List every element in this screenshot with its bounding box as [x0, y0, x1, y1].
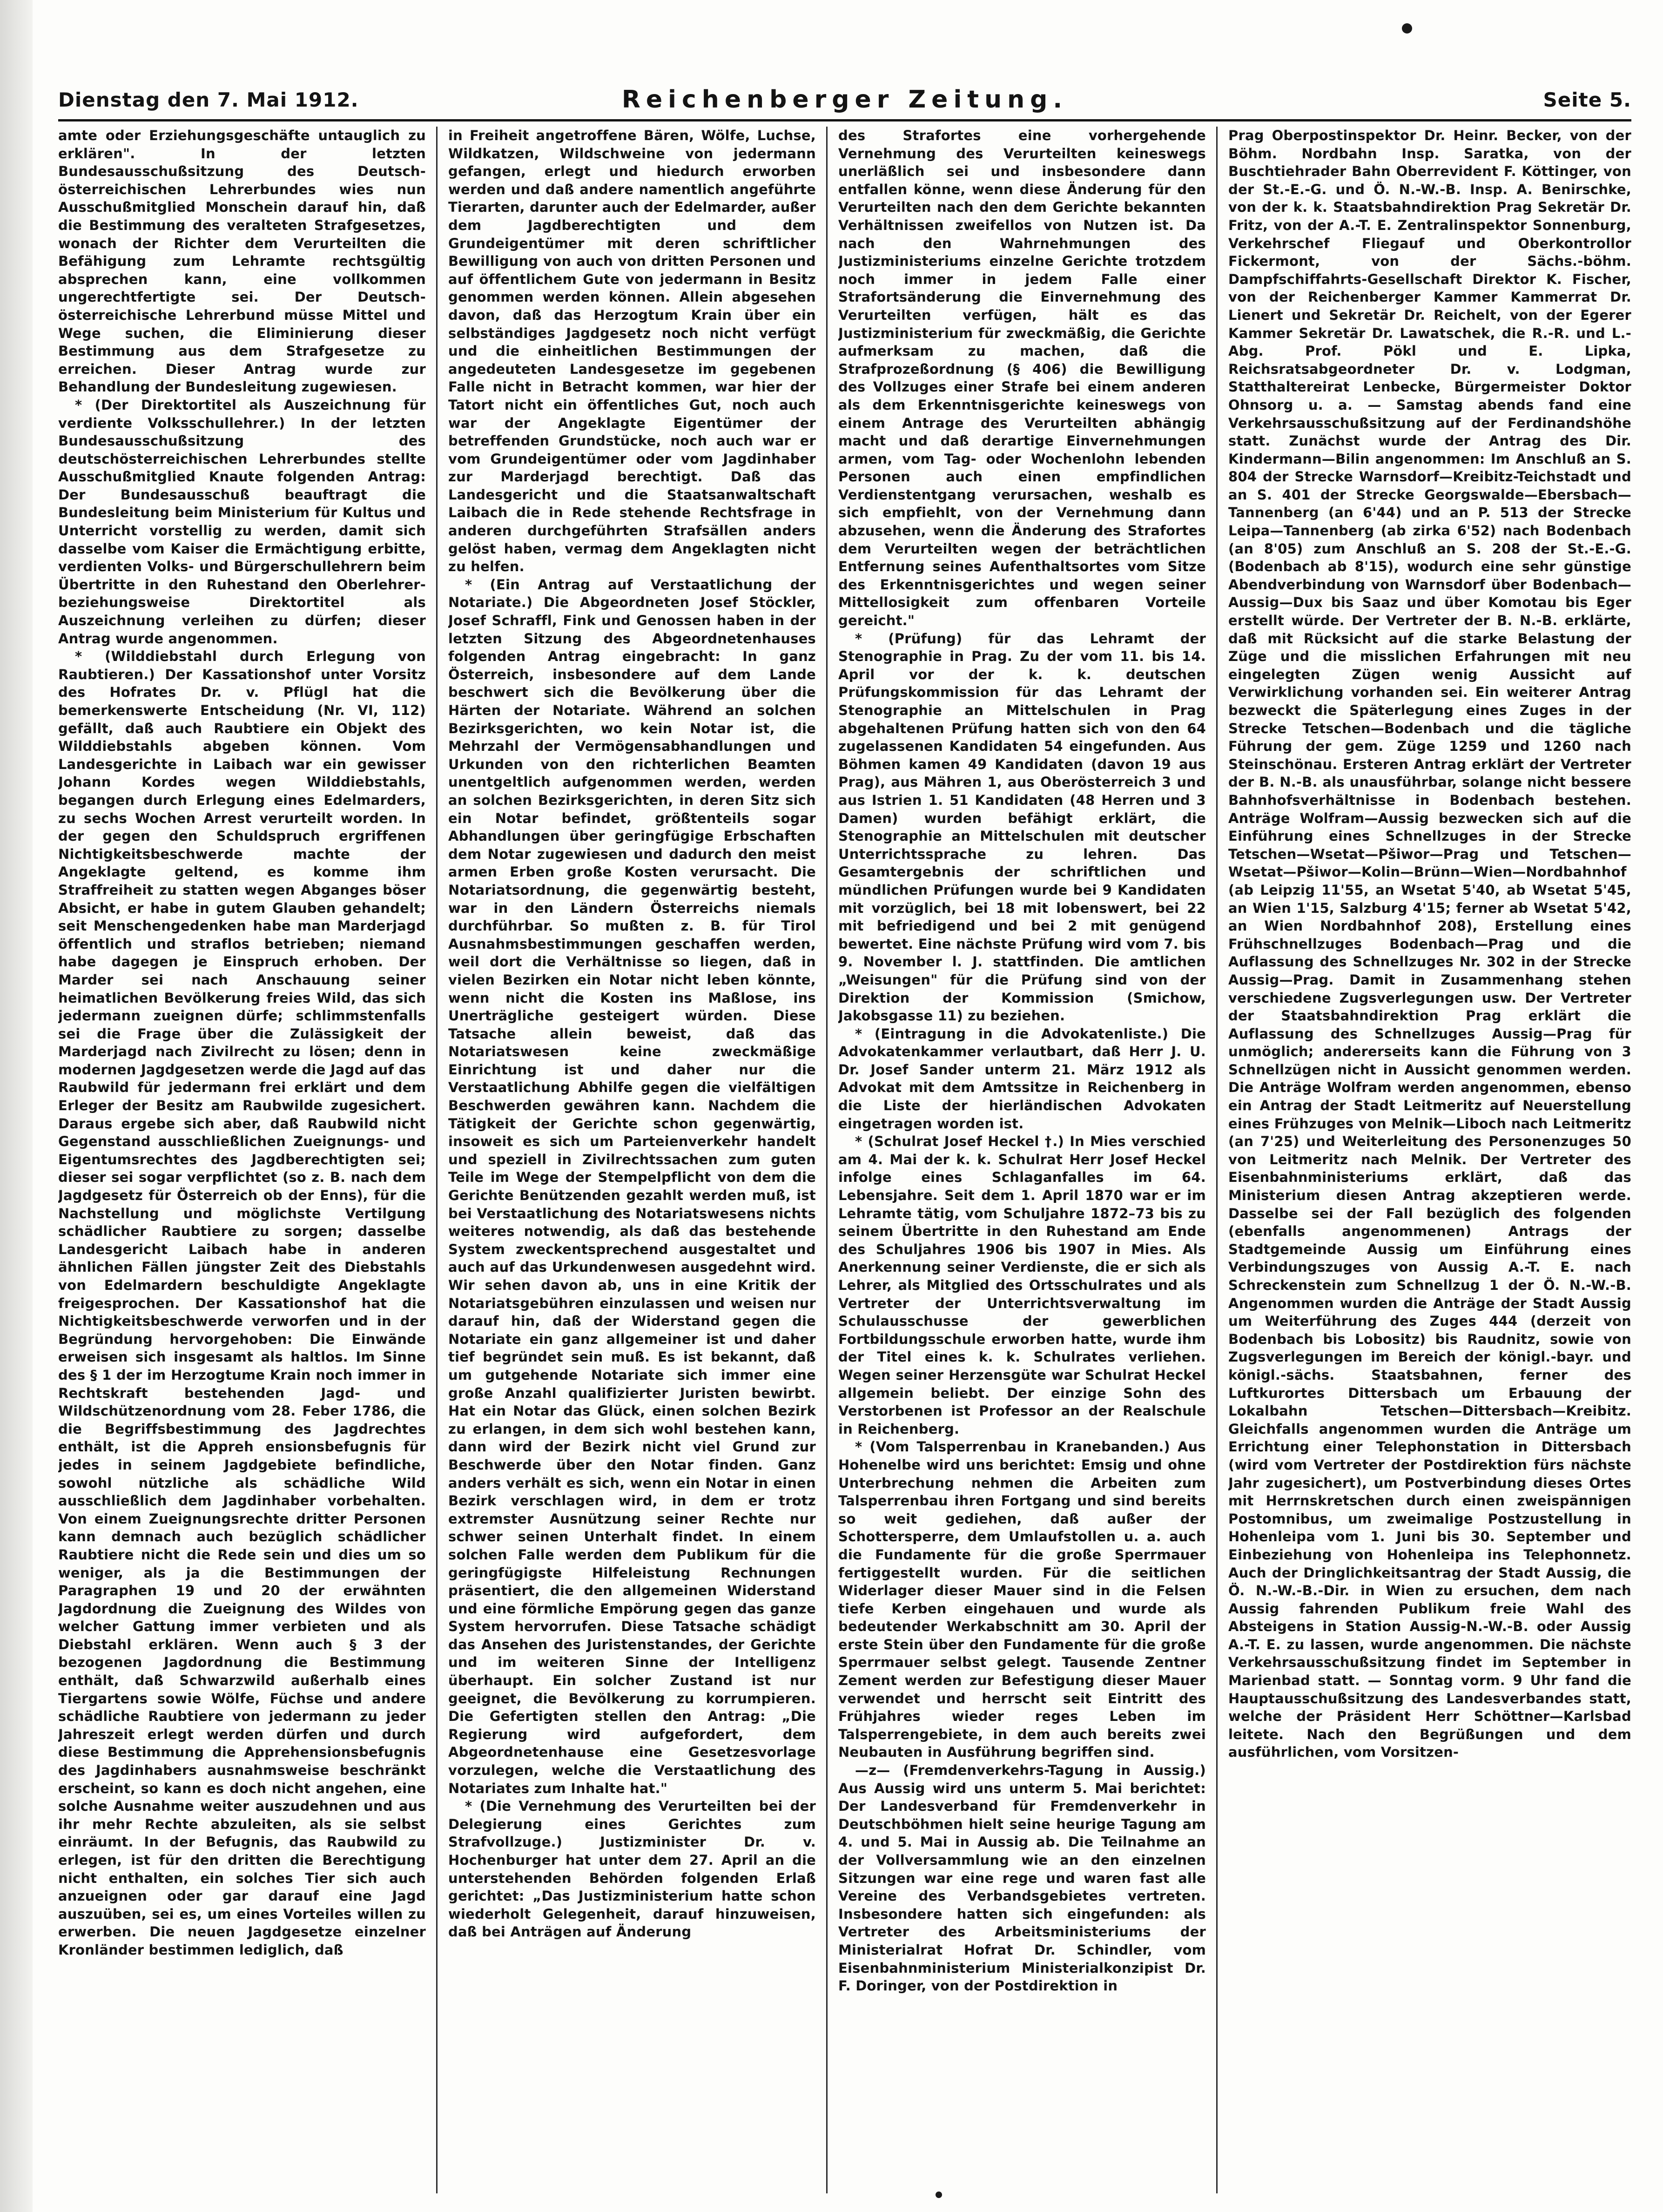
paragraph: * (Wilddiebstahl durch Erlegung von Raubtieren.) Der Kassationshof unter Vorsitz des Hofrates Dr. v. Pflügl hat die bemerkenswerte Entscheidung (Nr. VI, 112) gefällt, daß auch Raubtiere ein Objekt des Wilddiebstahls abgeben können. Vom Landesgerichte in Laibach war ein gewisser Johann Kordes wegen Wilddiebstahls, begangen durch Erlegung eines Edelmarders, zu sechs Wochen Arrest verurteilt worden. In der gegen den Schuldspruch ergriffenen Nichtigkeitsbeschwerde machte der Angeklagte geltend, es komme ihm Straffreiheit zu statten wegen Abganges böser Absicht, er habe in gutem Glauben gehandelt; seit Menschengedenken habe man Marderjagd öffentlich und straflos betrieben; niemand habe dagegen je Einspruch erhoben. Der Marder sei nach Anschauung seiner heimatlichen Bevölkerung freies Wild, das sich jedermann zueignen dürfe; schlimmstenfalls sei die Frage über die Zulässigkeit der Marderjagd nach Zivilrecht zu lösen; denn in modernen Jagdgesetzen werde die Jagd auf das Raubwild für jedermann frei erklärt und dem Erleger der Besitz am Raubwilde zugesichert. Daraus ergebe sich aber, daß Raubwild nicht Gegenstand ausschließlichen Zueignungs- und Eigentumsrechtes des Jagdberechtigten sei; dieser sei sogar verpflichtet (so z. B. nach dem Jagdgesetz für Österreich ob der Enns), für die Nachstellung und möglichste Vertilgung schädlicher Raubtiere zu sorgen; dasselbe Landesgericht Laibach habe in anderen ähnlichen Fällen jüngster Zeit des Diebstahls von Edelmardern beschuldigte Angeklagte freigesprochen. Der Kassationshof hat die Nichtigkeitsbeschwerde verworfen und in der Begründung hervorgehoben: Die Einwände erweisen sich insgesamt als haltlos. Im Sinne des § 1 der im Herzogtume Krain noch immer in Rechtskraft bestehenden Jagd- und Wildschützenordnung vom 28. Feber 1786, die die Begriffsbestimmung des Jagdrechtes enthält, ist die Appreh ensionsbefugnis für jedes in seinem Jagdgebiete befindliche, sowohl nützliche als schädliche Wild ausschließlich dem Jagdinhaber vorbehalten. Von einem Zueignungsrechte dritter Personen kann demnach auch bezüglich schädlicher Raubtiere nicht die Rede sein und dies um so weniger, als ja die Bestimmungen der Paragraphen 19 und 20 der erwähnten Jagdordnung die Zueignung des Wildes von welcher Gattung immer verbieten und als Diebstahl erklären. Wenn auch § 3 der bezogenen Jagdordnung die Bestimmung enthält, daß Schwarzwild außerhalb eines Tiergartens sowie Wölfe, Füchse und andere schädliche Raubtiere von jedermann zu jeder Jahreszeit erlegt werden dürfen und durch diese Bestimmung die Apprehensionsbefugnis des Jagdinhabers ausnahmsweise beschränkt erscheint, so kann es doch nicht angehen, eine solche Ausnahme weiter auszudehnen und aus ihr mehr Rechte abzuleiten, als sie selbst einräumt. In der Befugnis, das Raubwild zu erlegen, ist für den dritten die Berechtigung nicht enthalten, ein solches Tier sich auch anzueignen oder gar darauf eine Jagd auszuüben, sei es, um eines Vorteiles willen zu erwerben. Die neuen Jagdgesetze einzelner Kronländer bestimmen lediglich, daß	[58, 648, 426, 1958]
paragraph: —z— (Fremdenverkehrs-Tagung in Aussig.) Aus Aussig wird uns unterm 5. Mai berichtet: Der Landesverband für Fremdenverkehr in Deutschböhmen hielt seine heurige Tagung am 4. und 5. Mai in Aussig ab. Die Teilnahme an der Vollversammlung wie an den einzelnen Sitzungen war eine rege und waren fast alle Vereine des Verbandsgebietes vertreten. Insbesondere hatten sich eingefunden: als Vertreter des Arbeitsministeriums der Ministerialrat Hofrat Dr. Schindler, vom Eisenbahnministerium Ministerialkonzipist Dr. F. Doringer, von der Postdirektion in	[838, 1762, 1206, 1994]
column-divider	[1216, 127, 1218, 2193]
paragraph: * (Die Vernehmung des Verurteilten bei der Delegierung eines Gerichtes zum Strafvollzuge.) Justizminister Dr. v. Hochenburger hat unter dem 27. April an die unterstehenden Behörden folgenden Erlaß gerichtet: „Das Justizministerium hatte schon wiederholt Gelegenheit, darauf hinzuweisen, daß bei Anträgen auf Änderung	[448, 1798, 816, 1940]
paragraph: in Freiheit angetroffene Bären, Wölfe, Luchse, Wildkatzen, Wildschweine von jedermann gefangen, erlegt und hiedurch erworben werden und daß andere namentlich angeführte Tierarten, darunter auch der Edelmarder, außer dem Jagdberechtigten und dem Grundeigentümer mit deren schriftlicher Bewilligung von auch von dritten Personen und auf öffentlichem Gute von jedermann in Besitz genommen werden können. Allein abgesehen davon, daß das Herzogtum Krain über ein selbständiges Jagdgesetz noch nicht verfügt und die einheitlichen Bestimmungen der angedeuteten Landesgesetze im gegebenen Falle nicht in Betracht kommen, war hier der Tatort nicht ein öffentliches Gut, noch auch war der Angeklagte Eigentümer der betreffenden Grundstücke, noch auch war er vom Grundeigentümer oder vom Jagdinhaber zur Marderjagd berechtigt. Daß das Landesgericht und die Staatsanwaltschaft Laibach die in Rede stehende Rechtsfrage in anderen durchgeführten Strafsällen anders gelöst haben, vermag dem Angeklagten nicht zu helfen.	[448, 128, 816, 575]
page-header	[58, 78, 1631, 120]
column-divider	[826, 127, 828, 2193]
header-title: Reichenberger Zeitung.	[621, 86, 1068, 114]
column-3	[838, 127, 1206, 2193]
column-4	[1228, 127, 1631, 2193]
column-2	[448, 127, 816, 2193]
column-divider	[436, 127, 438, 2193]
print-mark	[1402, 23, 1412, 34]
paragraph: * (Eintragung in die Advokatenliste.) Die Advokatenkammer verlautbart, daß Herr J. U. Dr. Josef Sander unterm 21. März 1912 als Advokat mit dem Amtssitze in Reichenberg in die Liste der hierländischen Advokaten eingetragen worden ist.	[838, 1025, 1206, 1132]
paragraph: Prag Oberpostinspektor Dr. Heinr. Becker, von der Böhm. Nordbahn Insp. Saratka, von der Buschtiehrader Bahn Oberrevident F. Köttinger, von der St.-E.-G. und Ö. N.-W.-B. Insp. A. Benirschke, von der k. k. Staatsbahndirektion Prag Sekretär Dr. Fritz, von der A.-T. E. Zentralinspektor Sonnenburg, Verkehrschef Fliegauf und Oberkontrollor Fickermont, von der Sächs.-böhm. Dampfschiffahrts-Gesellschaft Direktor K. Fischer, von der Reichenberger Kammer Kammerrat Dr. Lienert und Sekretär Dr. Reichelt, von der Egerer Kammer Sekretär Dr. Lawatschek, die R.-R. und L.-Abg. Prof. Pökl und E. Lipka, Reichsratsabgeordneter Dr. v. Lodgman, Statthaltereirat Lenbecke, Bürgermeister Doktor Ohnsorg u. a. — Samstag abends fand eine Verkehrsausschußsitzung auf der Ferdinandshöhe statt. Zunächst wurde der Antrag des Dir. Kindermann—Bilin angenommen: Im Anschluß an S. 804 der Strecke Warnsdorf—Kreibitz-Teichstadt und an S. 401 der Strecke Georgswalde—Ebersbach—Tannenberg (an 6'44) und an P. 513 der Strecke Leipa—Tannenberg (ab zirka 6'52) nach Bodenbach (an 8'05) zum Anschluß an S. 208 der St.-E.-G. (Bodenbach ab 8'15), wodurch eine sehr günstige Abendverbindung von Warnsdorf über Bodenbach—Aussig—Dux bis Saaz und über Komotau bis Eger erstellt würde. Der Vertreter der B. N.-B. erklärte, daß mit Rücksicht auf die starke Belastung der Züge und die misslichen Erfahrungen mit neu eingelegten Zügen wenig Aussicht auf Verwirklichung vorhanden sei. Ein weiterer Antrag bezweckt die Späterlegung eines Zuges in der Strecke Tetschen—Bodenbach und die tägliche Führung der gem. Züge 1259 und 1260 nach Steinschönau. Ersteren Antrag erklärt der Vertreter der B. N.-B. als unausführbar, solange nicht bessere Bahnhofsverhältnisse in Bodenbach bestehen. Anträge Wolfram—Aussig bezwecken sich auf die Einführung eines Schnellzuges in der Strecke Tetschen—Wsetat—Pšiwor—Prag und Tetschen—Wsetat—Pšiwor—Kolin—Brünn—Wien—Nordbahnhof (ab Leipzig 11'55, an Wsetat 5'40, ab Wsetat 5'45, an Wien 1'15, Salzburg 4'15; ferner ab Wsetat 5'42, an Wien Nordbahnhof 208), Erstellung eines Frühschnellzuges Bodenbach—Prag und die Auflassung des Schnellzuges Nr. 302 in der Strecke Aussig—Prag. Damit in Zusammenhang stehen verschiedene Zugsverlegungen usw. Der Vertreter der Staatsbahndirektion Prag erklärt die Auflassung des Schnellzuges Aussig—Prag für unmöglich; andererseits kann die Führung von 3 Schnellzügen nicht in Aussicht genommen werden. Die Anträge Wolfram werden angenommen, ebenso ein Antrag der Stadt Leitmeritz auf Neuerstellung eines Frühzuges von Melnik—Liboch nach Leitmeritz (an 7'25) und Weiterleitung des Personenzuges 50 von Leitmeritz nach Melnik. Der Vertreter des Eisenbahnministeriums erklärt, daß das Ministerium diesen Antrag akzeptieren werde. Dasselbe sei der Fall bezüglich des folgenden (ebenfalls angenommenen) Antrags der Stadtgemeinde Aussig um Einführung eines Verbindungszuges von Aussig A.-T. E. nach Schreckenstein zum Schnellzug 1 der Ö. N.-W.-B. Angenommen wurden die Anträge der Stadt Aussig um Weiterführung des Zuges 444 (derzeit von Bodenbach bis Lobositz) bis Raudnitz, sowie von Zugsverlegungen im Bereich der königl.-bayr. und königl.-sächs. Staatsbahnen, ferner des Luftkurortes Dittersbach um Erbauung der Lokalbahn Tetschen—Dittersbach—Kreibitz. Gleichfalls angenommen wurden die Anträge um Errichtung einer Telephonstation in Dittersbach (wird vom Vertreter der Postdirektion fürs nächste Jahr zugesichert), um Postverbindung dieses Ortes mit Herrnskretschen durch einen zweispännigen Postomnibus, um zweimalige Postzustellung in Hohenleipa vom 1. Juni bis 30. September und Einbeziehung von Hohenleipa ins Telephonnetz. Auch der Dringlichkeitsantrag der Stadt Aussig, die Ö. N.-W.-B.-Dir. in Wien zu ersuchen, dem nach Aussig fahrenden Publikum freie Wahl des Absteigens in Station Aussig-N.-W.-B. oder Aussig A.-T. E. zu lassen, wurde angenommen. Die nächste Verkehrsausschußsitzung findet im September in Marienbad statt. — Sonntag vorm. 9 Uhr fand die Hauptausschußsitzung des Landesverbandes statt, welche der Präsident Herr Schöttner—Karlsbad leitete. Nach den Begrüßungen und dem ausführlichen, vom Vorsitzen-	[1228, 128, 1631, 1760]
header-date: Dienstag den 7. Mai 1912.	[58, 88, 359, 111]
header-rule	[58, 119, 1631, 121]
paragraph: amte oder Erziehungsgeschäfte untauglich zu erklären". In der letzten Bundesausschußsitzung des Deutsch-österreichischen Lehrerbundes wies nun Ausschußmitglied Monschein darauf hin, daß die Bestimmung des veralteten Strafgesetzes, wonach der Richter dem Verurteilten die Befähigung zum Lehramte rechtsgültig absprechen kann, eine vollkommen ungerechtfertigte sei. Der Deutsch-österreichische Lehrerbund müsse Mittel und Wege suchen, die Eliminierung dieser Bestimmung aus dem Strafgesetze zu erreichen. Dieser Antrag wurde zur Behandlung der Bundesleitung zugewiesen.	[58, 128, 426, 395]
header-page-number: Seite 5.	[1543, 88, 1631, 111]
paragraph: * (Vom Talsperrenbau in Kranebanden.) Aus Hohenelbe wird uns berichtet: Emsig und ohne Unterbrechung nehmen die Arbeiten zum Talsperrenbau ihren Fortgang und sind bereits so weit gediehen, daß außer der Schottersperre, dem Umlaufstollen u. a. auch die Fundamente für die große Sperrmauer fertiggestellt wurden. Für die seitlichen Widerlager dieser Mauer sind in die Felsen tiefe Kerben eingehauen und wurde als bedeutender Werkabschnitt am 30. April der erste Stein über den Fundamente für die große Sperrmauer selbst gelegt. Tausende Zentner Zement werden zur Befestigung dieser Mauer verwendet und herrscht seit Eintritt des Frühjahres wieder reges Leben im Talsperrengebiete, in dem auch bereits zwei Neubauten in Ausführung begriffen sind.	[838, 1439, 1206, 1760]
paragraph: * (Ein Antrag auf Verstaatlichung der Notariate.) Die Abgeordneten Josef Stöckler, Josef Schraffl, Fink und Genossen haben in der letzten Sitzung des Abgeordnetenhauses folgenden Antrag eingebracht: In ganz Österreich, insbesondere auf dem Lande beschwert sich die Bevölkerung über die Härten der Notariate. Während an solchen Bezirksgerichten, wo kein Notar ist, die Mehrzahl der Vermögensabhandlungen und Urkunden von den richterlichen Beamten unentgeltlich aufgenommen werden, werden an solchen Bezirksgerichten, in deren Sitz sich ein Notar befindet, größtenteils sogar Abhandlungen über geringfügige Erbschaften dem Notar zugewiesen und dadurch den meist armen Erben große Kosten verursacht. Die Notariatsordnung, die gegenwärtig besteht, war in den Ländern Österreichs niemals durchführbar. So mußten z. B. für Tirol Ausnahmsbestimmungen geschaffen werden, weil dort die Verhältnisse so liegen, daß in vielen Bezirken ein Notar nicht leben könnte, wenn nicht die Kosten ins Maßlose, ins Unerträgliche gesteigert würden. Diese Tatsache allein beweist, daß das Notariatswesen keine zweckmäßige Einrichtung ist und daher nur die Verstaatlichung Abhilfe gegen die vielfältigen Beschwerden gewähren kann. Nachdem die Tätigkeit der Gerichte schon gegenwärtig, insoweit es sich um Parteienverkehr handelt und speziell in Zivilrechtssachen zum guten Teile im Wege der Stempelpflicht von dem die Gerichte Benützenden gezahlt werden muß, ist bei Verstaatlichung des Notariatswesens nichts weiteres notwendig, als daß das bestehende System zweckentsprechend ausgestaltet und auch auf das Urkundenwesen ausgedehnt wird. Wir sehen davon ab, uns in eine Kritik der Notariatsgebühren einzulassen und weisen nur darauf hin, daß der Widerstand gegen die Notariate ein ganz allgemeiner ist und daher tief begründet sein muß. Es ist bekannt, daß um gutgehende Notariate sich immer eine große Anzahl qualifizierter Juristen bewirbt. Hat ein Notar das Glück, einen solchen Bezirk zu erlangen, in dem sich wohl bestehen kann, dann wird der Bezirk nicht viel Grund zur Beschwerde über den Notar finden. Ganz anders verhält es sich, wenn ein Notar in einen Bezirk verschlagen wird, in dem er trotz extremster Ausnützung seiner Rechte nur schwer seinen Unterhalt findet. In einem solchen Falle werden dem Publikum für die geringfügigste Hilfeleistung Rechnungen präsentiert, die den allgemeinen Widerstand und eine förmliche Empörung gegen das ganze System hervorrufen. Diese Tatsache schädigt das Ansehen des Juristenstandes, der Gerichte und im weiteren Sinne der Intelligenz überhaupt. Ein solcher Zustand ist nur geeignet, die Bevölkerung zu korrumpieren. Die Gefertigten stellen den Antrag: „Die Regierung wird aufgefordert, dem Abgeordnetenhause eine Gesetzesvorlage vorzulegen, welche die Verstaatlichung des Notariates zum Inhalte hat."	[448, 576, 816, 1796]
paragraph: * (Schulrat Josef Heckel †.) In Mies verschied am 4. Mai der k. k. Schulrat Herr Josef Heckel infolge eines Schlaganfalles im 64. Lebensjahre. Seit dem 1. April 1870 war er im Lehramte tätig, vom Schuljahre 1872–73 bis zu seinem Übertritte in den Ruhestand am Ende des Schuljahres 1906 bis 1907 in Mies. Als Anerkennung seiner Verdienste, die er sich als Lehrer, als Mitglied des Ortsschulrates und als Vertreter der Unterrichtsverwaltung im Schulausschusse der gewerblichen Fortbildungsschule erworben hatte, wurde ihm der Titel eines k. k. Schulrates verliehen. Wegen seiner Herzensgüte war Schulrat Heckel allgemein beliebt. Der einzige Sohn des Verstorbenen ist Professor an der Realschule in Reichenberg.	[838, 1133, 1206, 1437]
paragraph: * (Prüfung) für das Lehramt der Stenographie in Prag. Zu der vom 11. bis 14. April vor der k. k. deutschen Prüfungskommission für das Lehramt der Stenographie an Mittelschulen in Prag abgehaltenen Prüfung hatten sich von den 64 zugelassenen Kandidaten 54 eingefunden. Aus Böhmen kamen 49 Kandidaten (davon 19 aus Prag), aus Mähren 1, aus Oberösterreich 3 und aus Istrien 1. 51 Kandidaten (48 Herren und 3 Damen) wurden befähigt erklärt, die Stenographie an Mittelschulen mit deutscher Unterrichtssprache zu lehren. Das Gesamtergebnis der schriftlichen und mündlichen Prüfungen wurde bei 9 Kandidaten mit vorzüglich, bei 18 mit lobenswert, bei 22 mit befriedigend und bei 2 mit genügend bewertet. Eine nächste Prüfung wird vom 7. bis 9. November l. J. stattfinden. Die amtlichen „Weisungen" für die Prüfung sind von der Direktion der Kommission (Smichow, Jakobsgasse 11) zu beziehen.	[838, 630, 1206, 1024]
column-1	[58, 127, 426, 2193]
paragraph: * (Der Direktortitel als Auszeichnung für verdiente Volksschullehrer.) In der letzten Bundesausschußsitzung des deutschösterreichischen Lehrerbundes stellte Ausschußmitglied Knaute folgenden Antrag: Der Bundesausschuß beauftragt die Bundesleitung beim Ministerium für Kultus und Unterricht vorstellig zu werden, damit sich dasselbe vom Kaiser die Ermächtigung erbitte, verdienten Volks- und Bürgerschullehrern beim Übertritte in den Ruhestand den Oberlehrer- beziehungsweise Direktortitel als Auszeichnung verleihen zu dürfen; dieser Antrag wurde angenommen.	[58, 397, 426, 647]
paragraph: des Strafortes eine vorhergehende Vernehmung des Verurteilten keineswegs unerläßlich sei und insbesondere dann entfallen könne, wenn diese Änderung für den Verurteilten nach den dem Gerichte bekannten Verhältnissen zweifellos von Nutzen ist. Da nach den Wahrnehmungen des Justizministeriums einzelne Gerichte trotzdem noch immer in jedem Falle einer Strafortsänderung die Einvernehmung des Verurteilten verfügen, hält es das Justizministerium für zweckmäßig, die Gerichte aufmerksam zu machen, daß die Strafprozeßordnung (§ 406) die Bewilligung des Vollzuges einer Strafe bei einem anderen als dem Erkenntnisgerichte keineswegs von einem Antrage des Verurteilten abhängig macht und daß derartige Einvernehmungen armen, vom Tag- oder Wochenlohn lebenden Personen auch einen empfindlichen Verdienstentgang verursachen, weshalb es sich empfiehlt, von der Vernehmung dann abzusehen, wenn die Änderung des Strafortes dem Verurteilten wegen der beträchtlichen Entfernung seines Aufenthaltsortes vom Sitze des Erkenntnisgerichtes und wegen seiner Mittellosigkeit zum offenbaren Vorteile gereicht."	[838, 128, 1206, 629]
page-edge-shadow	[0, 0, 33, 2212]
article-columns	[58, 127, 1631, 2193]
